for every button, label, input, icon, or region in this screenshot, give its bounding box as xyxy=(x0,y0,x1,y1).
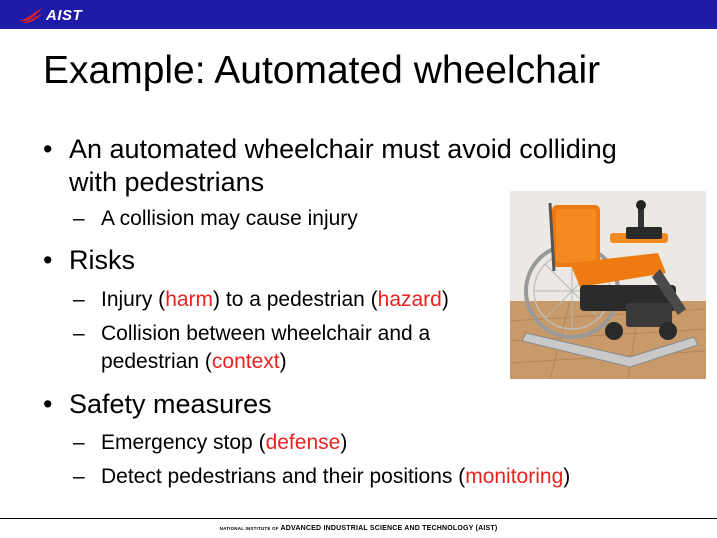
bullet-glyph: • xyxy=(43,134,53,164)
bullet-glyph: • xyxy=(43,245,53,275)
bullet-3-text: Safety measures xyxy=(69,389,272,419)
aist-logo-icon xyxy=(18,6,44,24)
slide-title: Example: Automated wheelchair xyxy=(43,49,601,92)
term-defense: defense xyxy=(265,431,341,454)
sub-bullet-2-2-line-2: pedestrian (context) xyxy=(101,350,287,373)
logo-text: AIST xyxy=(46,6,83,24)
dash-glyph: – xyxy=(73,322,85,345)
sub-bullet-3-2-text: Detect pedestrians and their positions (monitoring) xyxy=(101,465,571,488)
wheelchair-illustration xyxy=(510,191,706,379)
footer xyxy=(0,525,717,532)
dash-glyph: – xyxy=(73,431,85,454)
wheelchair-photo xyxy=(510,191,706,379)
term-monitoring: monitoring xyxy=(465,465,564,488)
term-hazard: hazard xyxy=(377,288,442,311)
dash-glyph: – xyxy=(73,465,85,488)
bullet-1-line-1: An automated wheelchair must avoid colliding xyxy=(69,134,617,164)
term-context: context xyxy=(211,350,280,373)
bullet-2-text: Risks xyxy=(69,245,135,275)
footer-prefix: NATIONAL INSTITUTE OF xyxy=(219,526,279,531)
dash-glyph: – xyxy=(73,288,85,311)
footer-rule xyxy=(0,518,717,519)
sub-bullet-2-1-text: Injury (harm) to a pedestrian (hazard) xyxy=(101,288,449,311)
aist-logo xyxy=(18,5,82,25)
bullet-1-line-2: with pedestrians xyxy=(69,167,265,197)
sub-bullet-3-1-text: Emergency stop (defense) xyxy=(101,431,348,454)
term-harm: harm xyxy=(165,288,214,311)
footer-main: ADVANCED INDUSTRIAL SCIENCE AND TECHNOLOGY (AIST) xyxy=(280,525,498,532)
header-bar xyxy=(0,0,717,29)
sub-bullet-2-2-line-1: Collision between wheelchair and a xyxy=(101,322,431,345)
dash-glyph: – xyxy=(73,207,85,230)
bullet-glyph: • xyxy=(43,389,53,419)
sub-bullet-1-1-text: A collision may cause injury xyxy=(101,207,358,230)
